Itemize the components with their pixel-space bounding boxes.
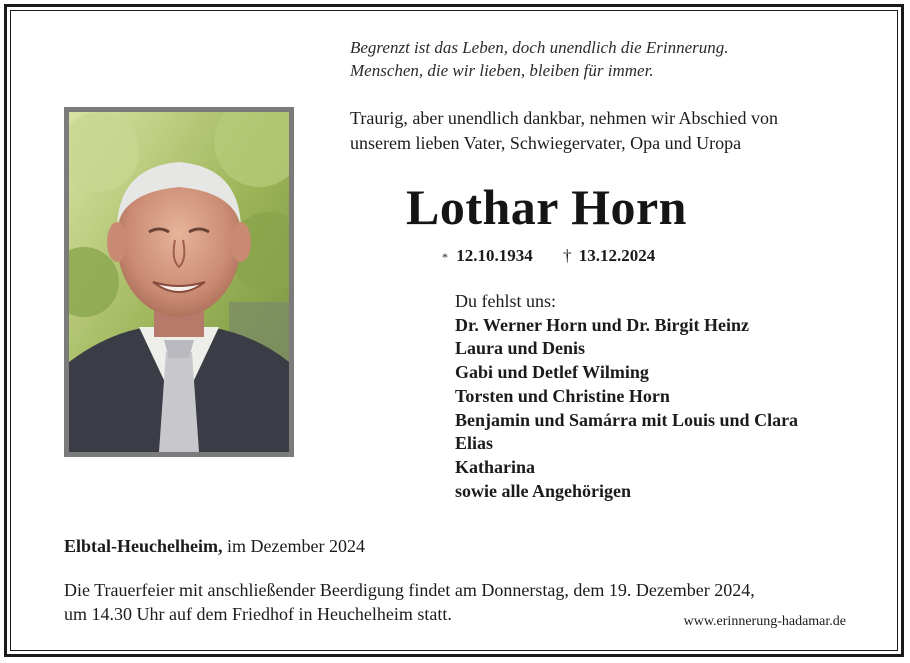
mourner-entry: sowie alle Angehörigen (455, 480, 631, 501)
intro-text (350, 106, 778, 156)
mourners-lead: Du fehlst uns: (455, 291, 556, 311)
motto-line-2: Menschen, die wir lieben, bleiben für immer. (350, 61, 654, 80)
death-date: 13.12.2024 (578, 246, 656, 265)
portrait-illustration (69, 112, 289, 452)
mourner-entry: Elias (455, 433, 494, 454)
intro-line-1: Traurig, aber unendlich dankbar, nehmen wir Abschied von (350, 108, 779, 128)
life-dates (442, 244, 655, 268)
website-link[interactable]: www.erinnerung-hadamar.de (683, 614, 846, 629)
mourner-entry: Dr. Werner Horn und Dr. Birgit Heinz (455, 314, 750, 335)
birth-symbol: * (442, 250, 448, 264)
portrait-photo (64, 107, 294, 457)
birth-date: 12.10.1934 (456, 246, 533, 265)
mourner-entry: Gabi und Detlef Wilming (455, 362, 649, 383)
motto-verse (350, 36, 729, 82)
place-town: Elbtal-Heuchelheim, (64, 536, 223, 556)
mourner-entry: Torsten und Christine Horn (455, 385, 670, 406)
funeral-notice-line-1: Die Trauerfeier mit anschließender Beerdigung findet am Donnerstag, dem 19. Dezember 2024, (64, 580, 755, 600)
mourner-entry: Katharina (455, 456, 536, 477)
funeral-notice-line-2: um 14.30 Uhr auf dem Friedhof in Heuchelheim statt. (64, 604, 452, 624)
funeral-notice (64, 578, 755, 626)
place-date: im Dezember 2024 (227, 536, 365, 556)
mourner-entry: Benjamin und Samárra mit Louis und Clara (455, 409, 799, 430)
mourners-list (455, 290, 798, 503)
mourner-entry: Laura und Denis (455, 338, 586, 359)
motto-line-1: Begrenzt ist das Leben, doch unendlich die Erinnerung. (350, 38, 729, 57)
place-and-date (64, 534, 365, 558)
intro-line-2: unserem lieben Vater, Schwiegervater, Opa und Uropa (350, 133, 742, 153)
deceased-name: Lothar Horn (406, 179, 687, 235)
death-symbol: † (563, 246, 572, 265)
